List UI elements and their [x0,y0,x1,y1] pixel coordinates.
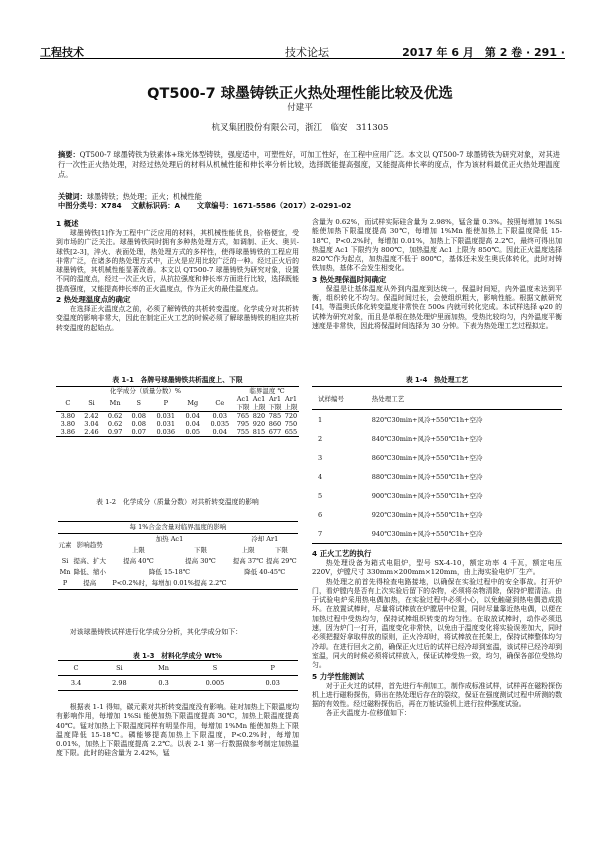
table-row [312,486,562,505]
section-name: 技术论坛 [285,46,329,59]
table-4: 试样编号 热处理工艺 1 820℃30min+风冷+550℃1h+空冷 2 840℃30min+风冷+550℃1h+空冷 3 860℃30min+风冷+550℃1h+空冷 4 880℃30min+风冷+550℃1h+空冷 5 900℃30min+风冷+550℃1h+空冷 6 920℃30min+风冷+550℃1h+空冷 7 940℃30min+风冷+550℃1h+空冷 [312,386,562,544]
table-cell: 0.04 [185,420,200,428]
table-cell: 0.05 [181,428,205,437]
section-2-heading: 2 热处理温度点的确定 [56,295,131,305]
table-cell: 900℃30min+风冷+550℃1h+空冷 [371,492,483,500]
table-3-intro: 对该球墨铸铁试样进行化学成分分析，其化学成分如下： [69,628,243,636]
keywords-text: 球墨铸铁；热处理；正火；机械性能 [86,192,202,201]
table-cell: 3.86 [56,428,80,437]
section-3-heading: 3 热处理保温时间确定 [312,274,387,284]
table-cell: 0.62 [103,412,127,421]
table-cell: 0.08 [127,412,151,421]
table-row [56,428,299,437]
table-2-caption: 表 1-2 化学成分（质量分数）对共析转变温度的影响 [96,498,259,506]
left-column-top [56,218,299,333]
table-row [312,467,562,486]
table-row [312,429,562,448]
table-cell: 860 [268,420,282,428]
section-5-heading: 5 力学性能测试 [312,671,365,681]
table-cell: 755 [236,428,250,436]
abstract-label: 摘要： [58,150,80,159]
table-cell: 0.07 [127,428,151,437]
table-cell: 920 [252,420,266,428]
table-1: 化学成分（质量分数）% 临界温度 ℃ C Si Mn S P Mg Ce Ac1 下限 Ac1 上限 Ar1 下限 Ar1 上限 3.80 2.42 0.62 0.08 0.031 0.04 0.03 765 820 785 720 3.80 3.04 0.62 0.08 0.031 0.04 0.035 795 920 860 750 3.86 2.46 0.97 0.07 0.036 0.05 0.04 755 815 677 655 [56,386,299,437]
table-row [312,448,562,467]
issue-info: 2017 年 6 月 第 2 卷 · 291 · [402,46,565,59]
table-cell: 795 [236,420,250,428]
table-cell: 0.031 [156,420,176,428]
affiliation: 杭叉集团股份有限公司，浙江 临安 311305 [211,123,389,133]
right-column-bottom: 4 正火工艺的执行 热处理设备为箱式电阻炉，型号 SX-4-10，额定功率 4 千瓦，额定电压 220V，炉膛尺寸 330mm×200mm×120mm，由上海实验电炉厂生产。 热处理之前首先得检查电路接地，以确保在实验过程中的安全事故。打开炉门，看炉膛内是否有上次实验后留下的杂物，必须将杂物清除，保持炉膛清洁。由于试验电炉采用热电偶加热，在实验过程中必须小心，以免触碰到热电偶造成损坏。在放置试棒时，尽量将试棒放在炉膛居中位置，同时尽量靠近热电偶，以便在加热过程中受热均匀，保持试棒组织转变的均匀性。在取放试棒时，动作必须迅速，因为炉门一打开，温度变化非常快，以免由于温度变化将实验误差加大，同时必须把握好拿取样放的原则，正火冷却时，将试棒放在托架上，保持试棒整体均匀冷却。在进行回火之前，确保正火过后的试样已经冷却到室温，该试样已经冷却到室温，同火的时候必须将试样放入，保证试棒受热一致，均匀，确保各部位受热均匀。 5 力学性能测试 对于正火过的试样，首先进行车削加工，制作成标准试样，试样再在磁粉探伤机上进行磁粉探伤，筛出在热处理后存在的裂纹，保证在强度测试过程中所测的数据的有效性。经过磁粉探伤后，再在万能试验机上进行拉伸强度试验。 各正火温度力-位移值如下： [312,549,562,718]
table-row [56,420,299,428]
section-2-para: 在选择正火温度点之前，必须了解铸铁的共析转变温度。化学成分对共析转变温度的影响非常大，因此在制定正火工艺的时候必须了解球墨铸铁的相应共析转变温度的起始点。 [56,305,299,332]
table-cell: 750 [284,420,298,428]
author: 付建平 [287,103,313,113]
t1-chem-header: 化学成分（质量分数）% [56,387,235,396]
table-cell: 3 [318,453,323,462]
table-cell: 820 [252,412,266,420]
section-1-heading: 1 概述 [56,219,79,228]
t1-crit-header: 临界温度 ℃ [235,387,299,396]
table-cell: 815 [252,428,266,436]
table-cell: 5 [318,491,323,500]
table-cell: 0.031 [151,412,181,421]
left-column-bottom: 根据表 1-1 得知，碳元素对共析转变温度没有影响。硅对加热上下限温度均有影响作用，每增加 1%Si 能使加热下限温度提高 30℃，加热上限温度提高 40℃。锰对加热上下限温度同样有明显作用，每增加 1%Mn 能使加热上下限温度降低 15-18℃。磷能够提高加热上下限温度，P<0.2%时，每增加 0.01%，加热上下限温度提高 2.2℃。以表 2-1 第一行数据做参考制定加热温度下限。此时的硅含量为 2.42%，锰 [56,703,299,758]
running-header [40,44,565,59]
abstract [58,150,560,180]
table-row [312,524,562,544]
table-cell: 765 [236,412,250,420]
table-cell: 880℃30min+风冷+550℃1h+空冷 [371,473,483,481]
table-cell: 0.62 [107,420,123,428]
table-row [56,412,299,421]
table-cell: 0.035 [210,420,230,428]
right-column-top: 含量为 0.62%，而试样实际硅含量为 2.98%，锰含量 0.3%。按照每增加 1%Si 能使加热下限温度提高 30℃，每增加 1%Mn 能使加热上下限温度降低 15-18℃，P<0.2%时，每增加 0.01%，加热上下限温度提高 2.2℃，最终可得出加热温度 Ac1 下限约为 800℃，加热温度 Ac1 上限为 850℃。因此正火温度选择 820℃作为起点，加热温度不低于 800℃，基体还未发生奥氏体转化，此时对铸铁加热，基体不会发生相变化。 3 热处理保温时间确定 保温是让基体温度从外到内温度到达统一，保温时间短，内外温度未达到平衡，组织转化不均匀。保温时间过长，会使组织粗大，影响性能。根据文献研究[4]，等温奥氏体化转变温度非常快在 500s 内就可转化完成。本试样选择 φ20 的试棒为研究对象，而且是单根在热处理炉里面加热，受热比较均匀，内外温度平衡速度是非常快，因此将保温时间选择为 30 分钟。下表为热处理工艺过程拟定。 [312,218,562,330]
section-1-para: 球墨铸铁[1]作为工程中广泛应用的材料，其机械性能优良，价格便宜，受到市场的广泛关注。球墨铸铁同时拥有多种热处理方式，如调制、正火、奥贝-球铁[2-3]，淬火、表面处理，热处理方式的多样性，使得球墨铸铁的工程应用非常广泛，在诸多的热处理方式中，正火是应用比较广泛的一种。经过正火后的球墨铸铁，其机械性能显著改善。本文以 QT500-7 球墨铸铁为研究对象，设置不同的温度点，经过一次正火后，从抗拉强度和伸长率方面进行比较，选择既能提高强度，又能提高伸长率的正火温度点，作为正火的最佳温度点。 [56,229,299,293]
table-cell: 1 [318,415,323,424]
table-cell: 3.80 [60,420,76,428]
abstract-text: QT500-7 球墨铸铁为铁素体+珠光体型铸铁，强度适中，可塑性好，可加工性好，在工程中应用广泛。本文以 QT500-7 球墨铸铁为研究对象，对其进行一次性正火热处理，对经过热处理后的材料从机械性能和伸长率分析比较，选择既能提高强度，又能提高伸长率的度点，作为该材料最优正火热处理温度点。 [58,150,560,179]
table-3-caption: 表 1-3 材料化学成分 Wt% [133,652,222,660]
table-cell: 4 [318,472,323,481]
table-cell: 0.97 [103,428,127,437]
table-row: 3.4 2.98 0.3 0.005 0.03 [58,676,298,691]
table-row [312,410,562,430]
table-1-caption: 表 1-1 各牌号球墨铸铁共析温度上、下限 [112,376,243,384]
table-cell: 720 [284,412,298,420]
table-row: Mn 降低、缩小 降低 15-18℃ 降低 40-45℃ [59,568,286,576]
paper-title: QT500-7 球墨铸铁正火热处理性能比较及优选 [147,86,453,102]
journal-name: 工程技术 [40,46,84,59]
table-cell: 3.04 [84,420,99,428]
classification-line: 中图分类号：X784 文献标识码：A 文章编号：1671-5586（2017）2-0291-02 [58,201,352,210]
keywords-label: 关键词： [58,192,87,201]
table-cell: 0.04 [181,412,205,421]
table-cell: 677 [268,428,282,436]
table-cell: 7 [312,524,366,544]
table-cell: 920℃30min+风冷+550℃1h+空冷 [371,511,483,519]
table-cell: 2 [318,434,323,443]
table-cell: 6 [318,510,323,519]
table-cell: 2.42 [80,412,104,421]
table-cell: 0.08 [131,420,146,428]
table-4-caption: 表 1-4 热处理工艺 [405,376,469,384]
table-cell: 3.80 [56,412,80,421]
table-cell: 785 [268,412,282,420]
table-cell: 940℃30min+风冷+550℃1h+空冷 [366,524,562,544]
table-cell: 0.03 [205,412,235,421]
table-cell: 2.46 [80,428,104,437]
table-cell: 820℃30min+风冷+550℃1h+空冷 [371,416,483,424]
table-cell: 0.04 [205,428,235,437]
table-2: 每 1%合金含量对临界温度的影响 元素 影响趋势 加热 Ac1 冷却 Ar1 上限 下限 上限 下限 Si 提高、扩大 提高 40℃ 提高 30℃ 提高 37℃ 提高 29℃ Mn 降低、缩小 降低 15-18℃ 降低 40-45℃ P 提高 P<0.2%时，每增加 0.01%提高 2.2℃ [58,521,298,590]
table-row: P 提高 P<0.2%时，每增加 0.01%提高 2.2℃ [58,578,298,590]
table-row: Si 提高、扩大 提高 40℃ 提高 30℃ 提高 37℃ 提高 29℃ [61,557,297,565]
table-row [312,505,562,524]
table-cell: 840℃30min+风冷+550℃1h+空冷 [371,435,483,443]
table-cell: 860℃30min+风冷+550℃1h+空冷 [371,454,483,462]
table-3: C Si Mn S P 3.4 2.98 0.3 0.005 0.03 [58,660,298,691]
table-cell: 655 [284,428,298,436]
section-3-para: 保温是让基体温度从外到内温度到达统一，保温时间短，内外温度未达到平衡，组织转化不均匀。保温时间过长，会使组织粗大，影响性能。根据文献研究[4]，等温奥氏体化转变温度非常快在 500s 内就可转化完成。本试样选择 φ20 的试棒为研究对象，而且是单根在热处理炉里面加热，受热比较均匀，内外温度平衡速度是非常快，因此将保温时间选择为 30 分钟。下表为热处理工艺过程拟定。 [312,284,562,330]
section-4-heading: 4 正火工艺的执行 [312,549,372,558]
table-cell: 0.036 [151,428,181,437]
